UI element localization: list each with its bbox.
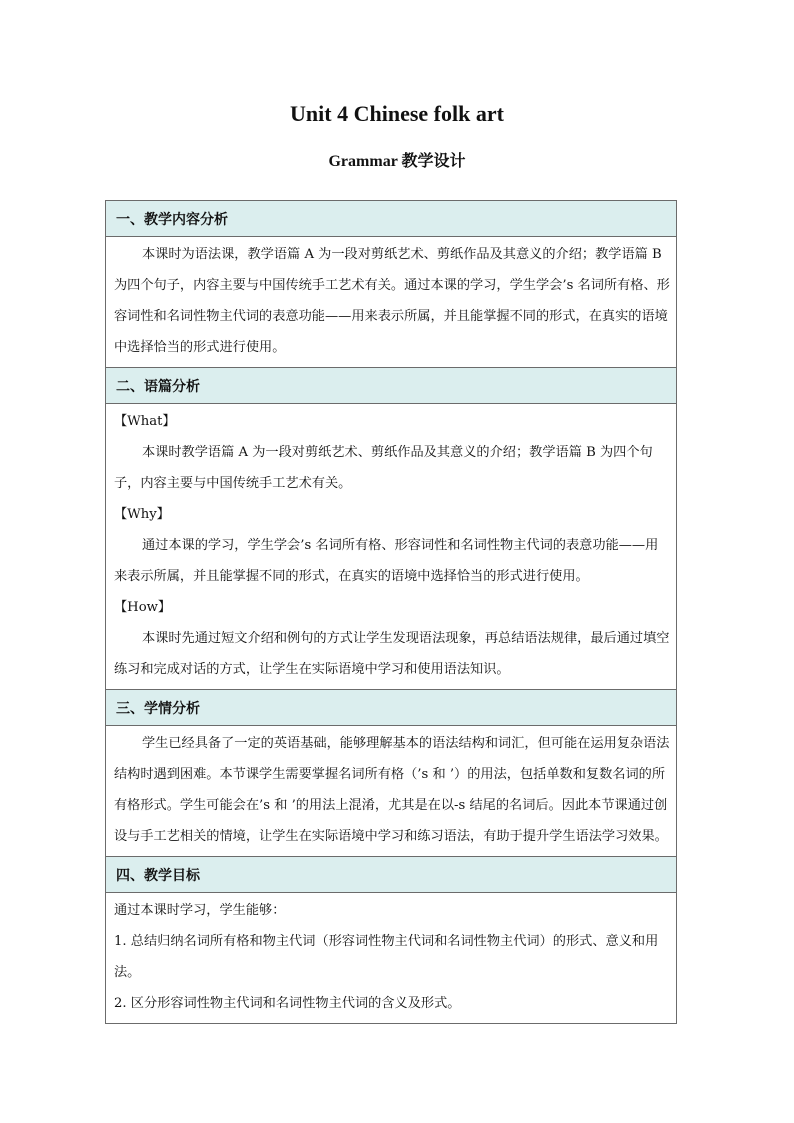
what-label: 【What】 xyxy=(114,414,176,429)
section-heading-teaching-objectives: 四、教学目标 xyxy=(106,857,676,893)
section-heading-content-analysis: 一、教学内容分析 xyxy=(106,201,676,237)
document-title: Unit 4 Chinese folk art xyxy=(290,101,504,126)
section-body-text-analysis xyxy=(106,404,676,690)
section-heading-text-analysis: 二、语篇分析 xyxy=(106,368,676,404)
how-label: 【How】 xyxy=(114,600,172,615)
what-paragraph: 本课时教学语篇 A 为一段对剪纸艺术、剪纸作品及其意义的介绍；教学语篇 B 为四个句子，内容主要与中国传统手工艺术有关。 xyxy=(114,445,653,491)
content-analysis-paragraph: 本课时为语法课，教学语篇 A 为一段对剪纸艺术、剪纸作品及其意义的介绍；教学语篇 B 为四个句子，内容主要与中国传统手工艺术有关。通过本课的学习，学生学会’s 名词所有格、形容词性和名词性物主代词的表意功能——用来表示所属，并且能掌握不同的形式，在真实的语境中选择恰当的形式进行使用。 xyxy=(114,247,670,355)
lesson-plan-table xyxy=(105,200,677,1024)
section-body-teaching-objectives xyxy=(106,893,676,1023)
document-subtitle: Grammar 教学设计 xyxy=(328,153,466,170)
objective-item-1: 1. 总结归纳名词所有格和物主代词（形容词性物主代词和名词性物主代词）的形式、意义和用法。 xyxy=(114,934,659,980)
section-body-content-analysis xyxy=(106,237,676,368)
why-label: 【Why】 xyxy=(114,507,170,522)
why-paragraph: 通过本课的学习，学生学会’s 名词所有格、形容词性和名词性物主代词的表意功能——用来表示所属，并且能掌握不同的形式，在真实的语境中选择恰当的形式进行使用。 xyxy=(114,538,659,584)
objectives-intro: 通过本课时学习，学生能够： xyxy=(114,903,286,918)
section-body-learner-analysis xyxy=(106,726,676,857)
objective-item-2: 2. 区分形容词性物主代词和名词性物主代词的含义及形式。 xyxy=(114,996,461,1011)
how-paragraph: 本课时先通过短文介绍和例句的方式让学生发现语法现象，再总结语法规律，最后通过填空练习和完成对话的方式，让学生在实际语境中学习和使用语法知识。 xyxy=(114,631,670,677)
learner-analysis-paragraph: 学生已经具备了一定的英语基础，能够理解基本的语法结构和词汇，但可能在运用复杂语法结构时遇到困难。本节课学生需要掌握名词所有格（’s 和 ’）的用法，包括单数和复数名词的所有格形式。学生可能会在’s 和 ’的用法上混淆，尤其是在以-s 结尾的名词后。因此本节课通过创设与手工艺相关的情境，让学生在实际语境中学习和练习语法，有助于提升学生语法学习效果。 xyxy=(114,736,670,844)
section-heading-learner-analysis: 三、学情分析 xyxy=(106,690,676,726)
